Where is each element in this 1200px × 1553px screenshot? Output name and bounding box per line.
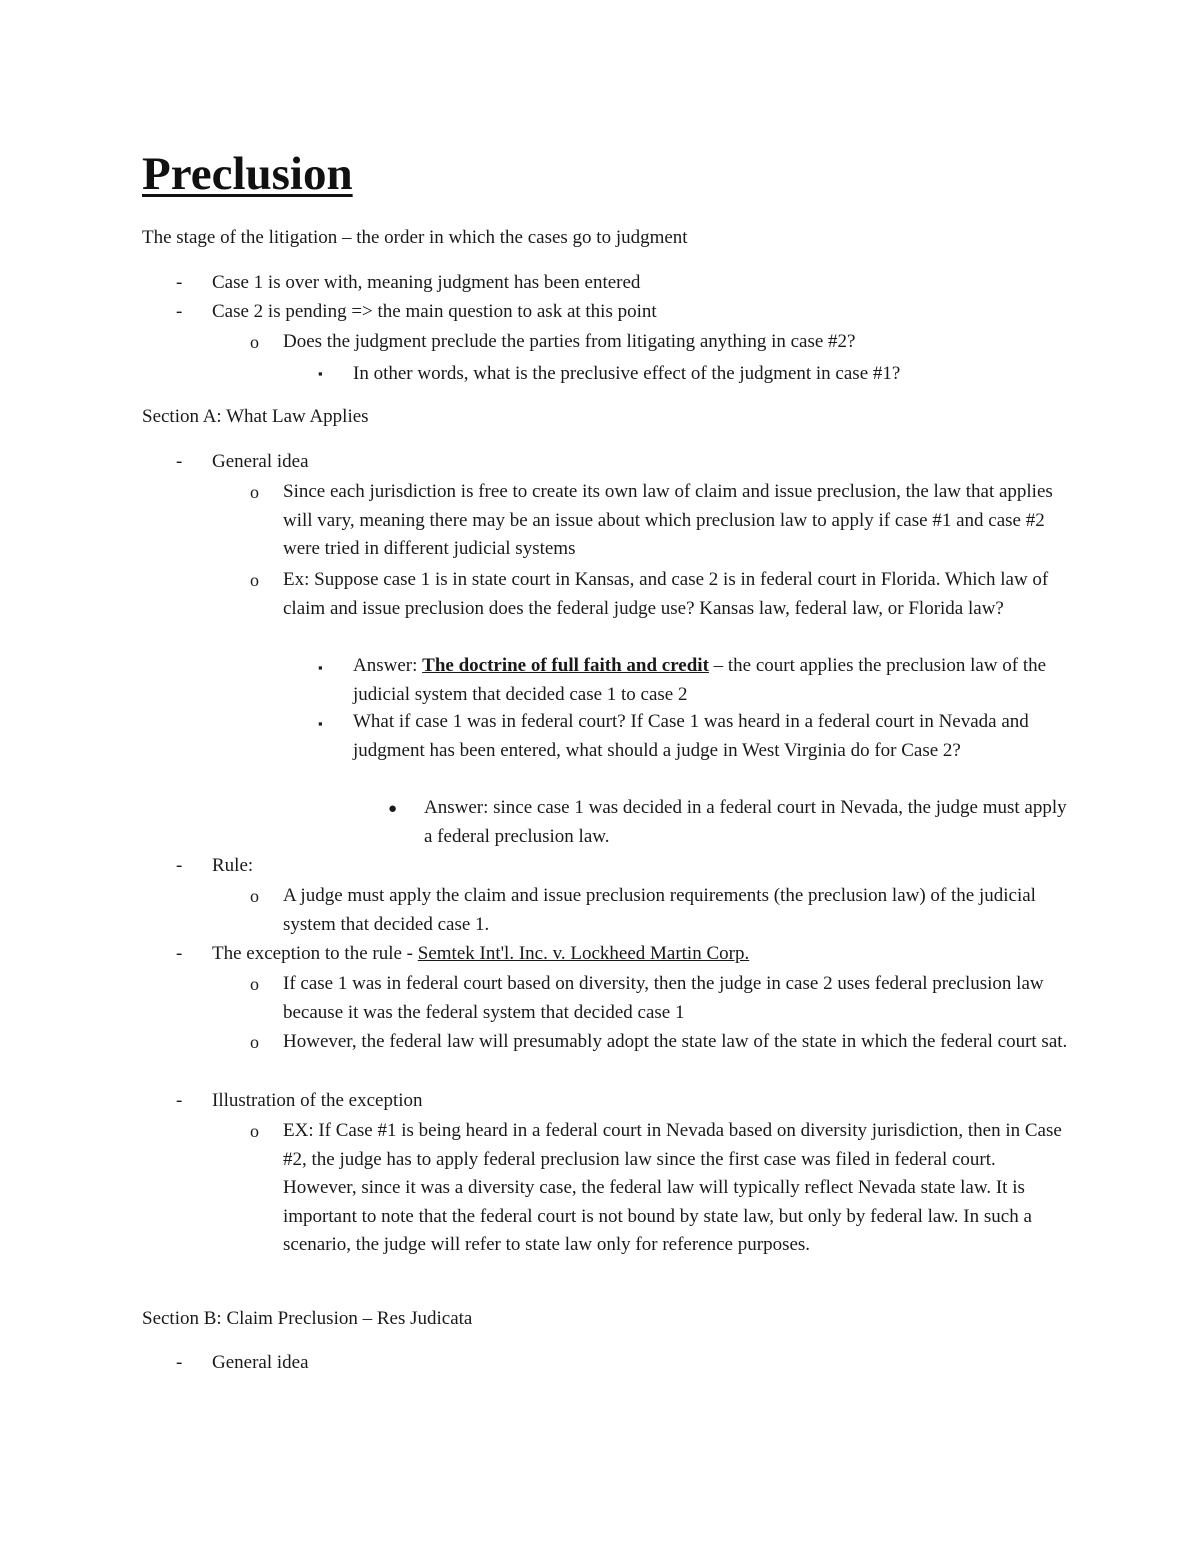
circle-bullet: o — [250, 570, 259, 590]
list-item-rule: Rule: — [212, 855, 254, 876]
list-item-illustration: Illustration of the exception — [212, 1090, 423, 1111]
section-b-heading: Section B: Claim Preclusion – Res Judicata — [142, 1308, 473, 1329]
list-item-since-each: Since each jurisdiction is free to create its own law of claim and issue preclusion, the law that applies will vary, meaning there may be an issue about which preclusion law to apply if case #1 and case #2 were tried in different judicial systems — [283, 481, 1053, 559]
list-item-case2: Case 2 is pending => the main question to ask at this point — [212, 301, 657, 322]
answer-rest: – the court applies the preclusion law of the judicial system that decided case 1 to case 2 — [353, 655, 1047, 705]
list-item-case1: Case 1 is over with, meaning judgment has been entered — [212, 272, 641, 293]
dash-bullet: - — [176, 943, 183, 964]
circle-bullet: o — [250, 1032, 259, 1052]
page-title: Preclusion — [142, 148, 353, 200]
intro-paragraph: The stage of the litigation – the order in which the cases go to judgment — [142, 227, 688, 248]
circle-bullet: o — [250, 974, 259, 994]
list-item-exception-diversity: If case 1 was in federal court based on diversity, then the judge in case 2 uses federal preclusion law because it was the federal system that decided case 1 — [283, 973, 1044, 1023]
list-item-answer — [353, 652, 1073, 709]
dash-bullet: - — [176, 1090, 183, 1111]
circle-bullet: o — [250, 886, 259, 906]
square-bullet: ▪ — [318, 660, 323, 675]
list-item-rule-text: A judge must apply the claim and issue preclusion requirements (the preclusion law) of the judicial system that decided case 1. — [283, 885, 1036, 935]
list-item-exception-however: However, the federal law will presumably adopt the state law of the state in which the federal court sat. — [283, 1031, 1068, 1052]
answer-prefix: Answer: — [353, 655, 423, 676]
list-item-general-idea: General idea — [212, 451, 309, 472]
doctrine-term: The doctrine of full faith and credit — [422, 655, 709, 676]
dash-bullet: - — [176, 855, 183, 876]
list-item-claim-general-idea: General idea — [212, 1352, 309, 1373]
list-item-what-if: What if case 1 was in federal court? If Case 1 was heard in a federal court in Nevada and judgment has been entered, what should a judge in West Virginia do for Case 2? — [353, 711, 1029, 761]
list-item-question: Does the judgment preclude the parties from litigating anything in case #2? — [283, 331, 856, 352]
list-item-other-words: In other words, what is the preclusive effect of the judgment in case #1? — [353, 363, 901, 384]
dot-bullet: ● — [388, 801, 398, 817]
dash-bullet: - — [176, 272, 183, 293]
square-bullet: ▪ — [318, 716, 323, 731]
list-item-exception — [212, 940, 1072, 969]
list-item-example: Ex: Suppose case 1 is in state court in Kansas, and case 2 is in federal court in Florida. Which law of claim and issue preclusion does the federal judge use? Kansas law, federal law, or Florida law? — [283, 569, 1049, 619]
list-item-illustration-text: EX: If Case #1 is being heard in a federal court in Nevada based on diversity jurisdiction, then in Case #2, the judge has to apply federal preclusion law since the first case was filed in federal court. However, since it was a diversity case, the federal law will typically reflect Nevada state law. It is important to note that the federal court is not bound by state law, but only by federal law. In such a scenario, the judge will refer to state law only for reference purposes. — [283, 1120, 1062, 1255]
dash-bullet: - — [176, 301, 183, 322]
dash-bullet: - — [176, 451, 183, 472]
dash-bullet: - — [176, 1352, 183, 1373]
section-a-heading: Section A: What Law Applies — [142, 406, 369, 427]
circle-bullet: o — [250, 482, 259, 502]
case-citation: Semtek Int'l. Inc. v. Lockheed Martin Corp. — [417, 943, 750, 964]
circle-bullet: o — [250, 1121, 259, 1141]
square-bullet: ▪ — [318, 366, 323, 381]
exception-prefix: The exception to the rule - — [212, 943, 418, 964]
list-item-what-if-answer: Answer: since case 1 was decided in a federal court in Nevada, the judge must apply a federal preclusion law. — [424, 797, 1067, 847]
circle-bullet: o — [250, 332, 259, 352]
